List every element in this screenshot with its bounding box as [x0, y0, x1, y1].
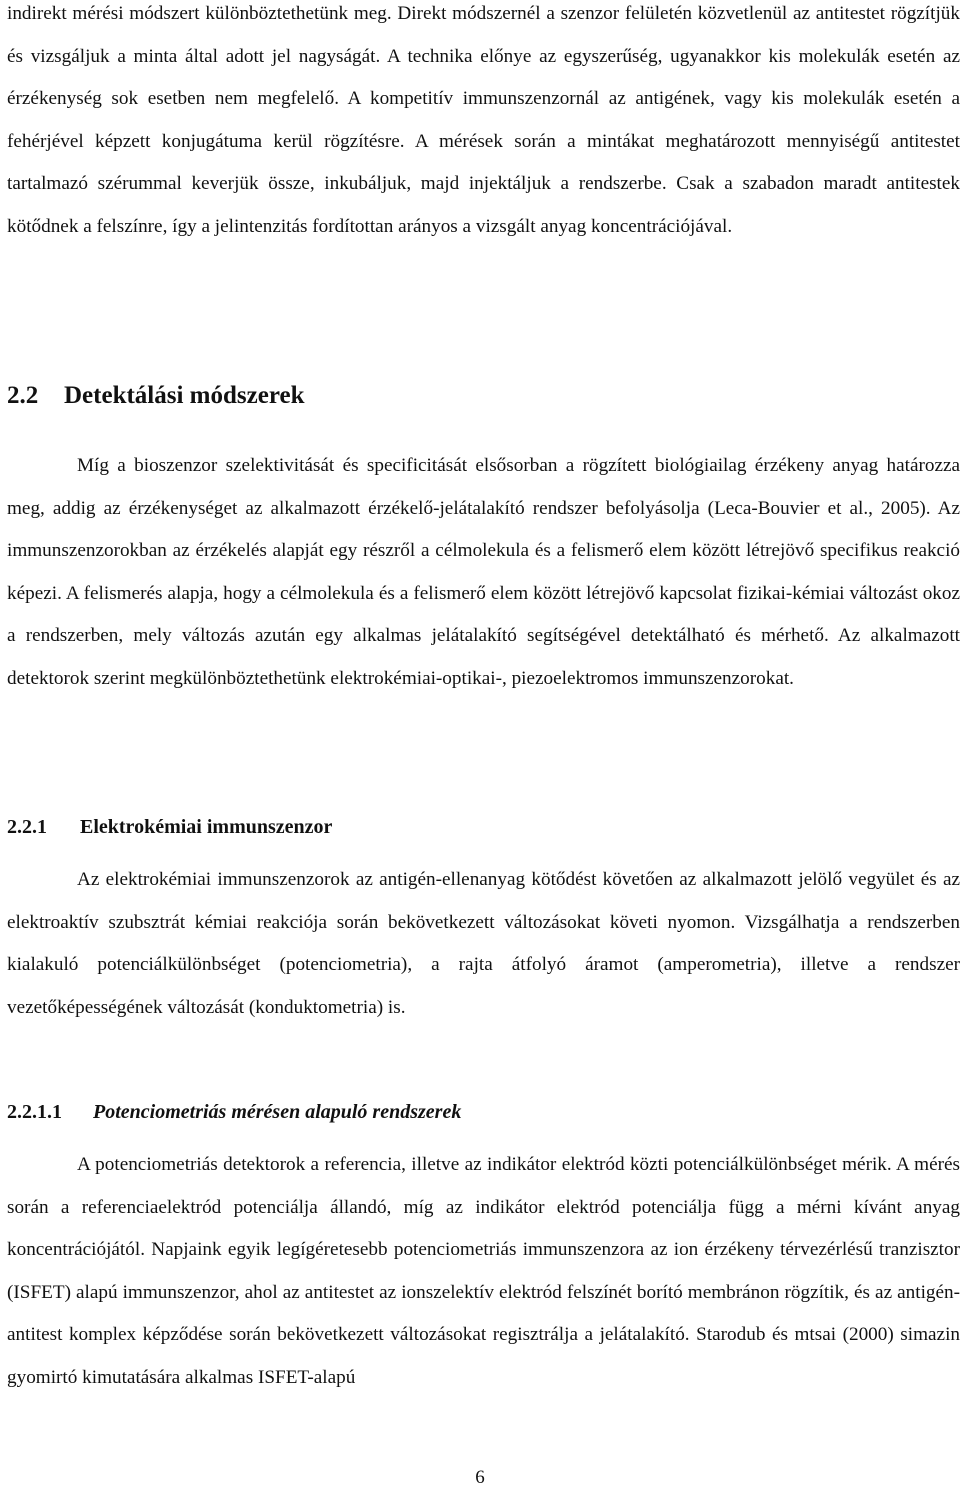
section-heading-2-2-1-1 — [7, 1091, 461, 1133]
section-heading-2-2-1 — [7, 806, 332, 848]
page-number: 6 — [475, 1467, 485, 1488]
section-number: 2.2.1.1 — [7, 1101, 62, 1123]
paragraph-immunosensor-methods: indirekt mérési módszert különböztethetünk meg. Direkt módszernél a szenzor felületén közvetlenül az antitestet rögzítjük és vizsgáljuk a minta által adott jel nagyságát. A technika előnye az egyszerűség, ugyanakkor kis molekulák esetén az érzékenység sok esetben nem megfelelő. A kompetitív immunszenzornál az antigének, vagy kis molekulák esetén a fehérjével képzett konjugátuma kerül rögzítésre. A mérések során a mintákat meghatározott mennyiségű antitestet tartalmazó szérummal keverjük össze, inkubáljuk, majd injektáljuk a rendszerbe. Csak a szabadon maradt antitestek kötődnek a felszínre, így a jelintenzitás fordítottan arányos a vizsgált anyag koncentrációjával. — [7, 3, 960, 237]
paragraph-detection-methods: Míg a bioszenzor szelektivitását és specificitását elsősorban a rögzített biológiailag érzékeny anyag határozza meg, addig az érzékenységet az alkalmazott érzékelő-jelátalakító rendszer befolyásolja (Leca-Bouvier et al., 2005). Az immunszenzorokban az érzékelés alapját egy részről a célmolekula és a felismerő elem között létrejövő specifikus reakció képezi. A felismerés alapja, hogy a célmolekula és a felismerő elem között létrejövő kapcsolat fizikai-kémiai változást okoz a rendszerben, mely változás azután egy alkalmas jelátalakító segítségével detektálható és mérhető. Az alkalmazott detektorok szerint megkülönböztethetünk elektrokémiai-optikai-, piezoelektromos immunszenzorokat. — [7, 455, 960, 689]
section-title: Detektálási módszerek — [64, 382, 305, 409]
section-heading-2-2 — [7, 375, 304, 417]
section-title: Potenciometriás mérésen alapuló rendszerek — [93, 1101, 462, 1123]
paragraph-electrochemical-immunosensor: Az elektrokémiai immunszenzorok az antigén-ellenanyag kötődést követően az alkalmazott jelölő vegyület és az elektroaktív szubsztrát kémiai reakciója során bekövetkezett változásokat követi nyomon. Vizsgálhatja a rendszerben kialakuló potenciálkülönbséget (potenciometria), a rajta átfolyó áramot (amperometria), illetve a rendszer vezetőképességének változását (konduktometria) is. — [7, 869, 960, 1018]
section-number: 2.2 — [7, 382, 39, 409]
section-title: Elektrokémiai immunszenzor — [80, 816, 333, 838]
paragraph-potentiometric-systems: A potenciometriás detektorok a referencia, illetve az indikátor elektród közti potenciálkülönbséget mérik. A mérés során a referenciaelektród potenciálja állandó, míg az indikátor elektród potenciálja függ a mérni kívánt anyag koncentrációjától. Napjaink egyik legígéretesebb potenciometriás immunszenzora az ion érzékeny térvezérlésű tranzisztor (ISFET) alapú immunszenzor, ahol az antitestet az ionszelektív elektród felszínét borító membránon rögzítik, és az antigén-antitest komplex képződése során bekövetkezett változásokat regisztrálja a jelátalakító. Starodub és mtsai (2000) simazin gyomirtó kimutatására alkalmas ISFET-alapú — [7, 1154, 960, 1388]
section-number: 2.2.1 — [7, 816, 47, 838]
